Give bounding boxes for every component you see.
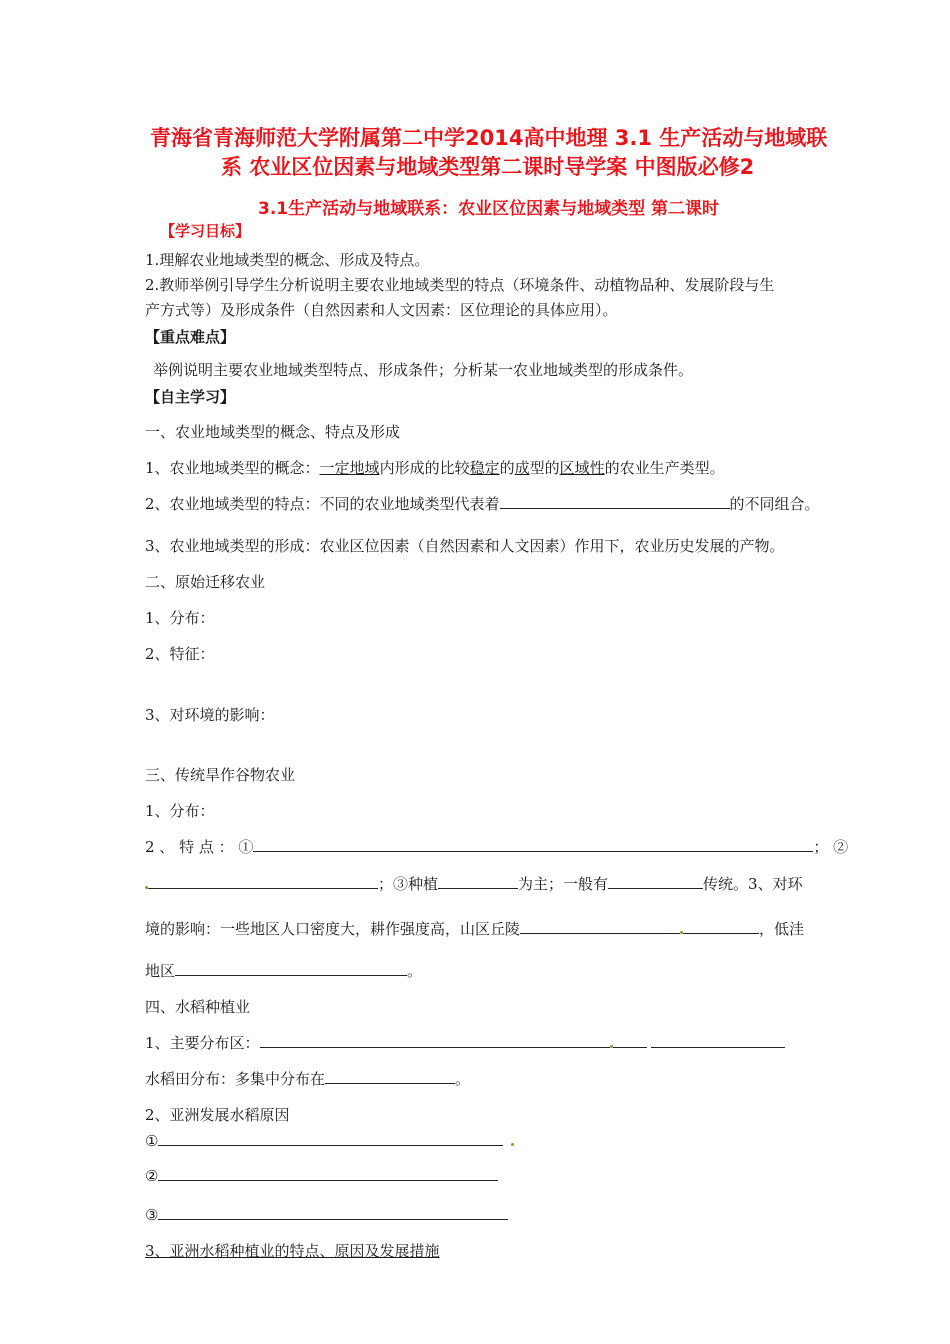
goals-item-2-line2: 产方式等）及形成条件（自然因素和人文因素：区位理论的具体应用）。 — [145, 301, 618, 319]
section-4-reason-2: ② — [145, 1165, 498, 1185]
self-study-heading: 【自主学习】 — [145, 388, 236, 406]
section-2-point-3: 3、对环境的影响： — [145, 706, 275, 724]
keypoints-text: 举例说明主要农业地域类型特点、形成条件；分析某一农业地域类型的形成条件。 — [153, 361, 694, 379]
section-4-reason-3: ③ — [145, 1204, 508, 1224]
section-1-point-2: 2、农业地域类型的特点：不同的农业地域类型代表着 的不同组合。 — [145, 495, 820, 513]
section-3-point-3-cont: 地区 。 — [145, 962, 423, 980]
section-3-point-3: 境的影响：一些地区人口密度大，耕作强度高，山区丘陵 ，低洼 — [145, 920, 805, 938]
document-subtitle: 3.1生产活动与地域联系：农业区位因素与地域类型 第二课时 — [258, 199, 720, 219]
blank-field[interactable] — [613, 1032, 647, 1048]
section-1-title: 一、农业地域类型的概念、特点及形成 — [145, 423, 401, 441]
keypoints-heading: 【重点难点】 — [145, 328, 236, 346]
document-title-line2: 系 农业区位因素与地域类型第二课时导学案 中图版必修2 — [221, 155, 755, 179]
blank-field[interactable] — [158, 1204, 508, 1220]
section-3-title: 三、传统旱作谷物农业 — [145, 766, 296, 784]
section-4-title: 四、水稻种植业 — [145, 998, 251, 1016]
section-3-point-2: 2 、 特 点 ： ① ； ② — [145, 838, 849, 856]
blank-field[interactable] — [158, 1165, 498, 1181]
section-4-point-2: 2、亚洲发展水稻原因 — [145, 1106, 290, 1124]
goals-item-1: 1.理解农业地域类型的概念、形成及特点。 — [145, 251, 430, 269]
section-4-point-3: 3、亚洲水稻种植业的特点、原因及发展措施 — [145, 1242, 440, 1260]
blank-field[interactable] — [253, 836, 813, 852]
blank-field[interactable] — [148, 873, 378, 889]
section-4-reason-1: ① — [145, 1130, 514, 1150]
blank-field[interactable] — [260, 1032, 610, 1048]
blank-field[interactable] — [438, 873, 518, 889]
stray-dot — [511, 1143, 514, 1146]
section-1-point-3: 3、农业地域类型的形成：农业区位因素（自然因素和人文因素）作用下，农业历史发展的产物。 — [145, 537, 785, 555]
blank-field[interactable] — [608, 873, 703, 889]
blank-field[interactable] — [651, 1032, 785, 1048]
goals-heading: 【学习目标】 — [160, 222, 251, 240]
section-1-point-1: 1、农业地域类型的概念：一定地域内形成的比较稳定的成型的区域性的农业生产类型。 — [145, 459, 725, 477]
blank-field[interactable] — [500, 493, 730, 509]
section-2-point-2: 2、特征： — [145, 645, 215, 663]
section-2-title: 二、原始迁移农业 — [145, 573, 266, 591]
blank-field[interactable] — [158, 1130, 503, 1146]
section-3-point-1: 1、分布： — [145, 802, 215, 820]
blank-field[interactable] — [325, 1068, 455, 1084]
section-4-paddy-distribution: 水稻田分布：多集中分布在 。 — [145, 1070, 471, 1088]
section-4-point-1: 1、主要分布区： — [145, 1032, 785, 1053]
blank-field[interactable] — [175, 960, 407, 976]
document-title-line1: 青海省青海师范大学附属第二中学2014高中地理 3.1 生产活动与地域联 — [150, 126, 828, 150]
section-3-point-2-cont: ；③种植 为主；一般有 传统。3、对环 — [145, 873, 803, 894]
section-2-point-1: 1、分布： — [145, 609, 215, 627]
goals-item-2-line1: 2.教师举例引导学生分析说明主要农业地域类型的特点（环境条件、动植物品种、发展阶段与生 — [145, 276, 775, 294]
blank-field[interactable] — [520, 918, 680, 934]
blank-field[interactable] — [683, 918, 759, 934]
